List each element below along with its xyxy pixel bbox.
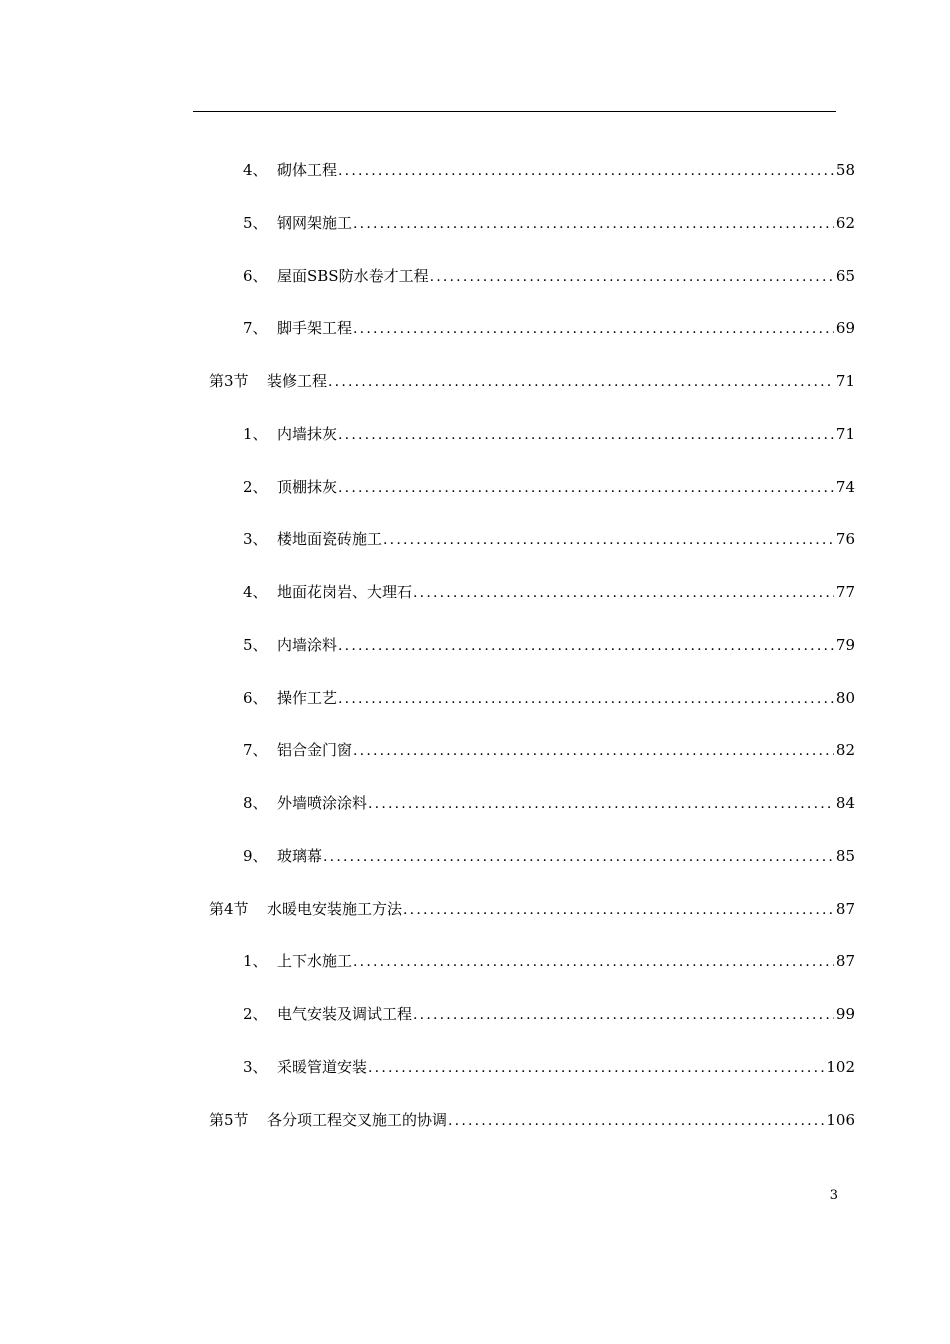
toc-entry-number: 7、 xyxy=(243,319,268,337)
toc-entry[interactable] xyxy=(243,1002,855,1026)
toc-entry-page: 69 xyxy=(835,319,855,337)
toc-dot-leader xyxy=(323,845,834,869)
toc-entry-title: 内墙抹灰 xyxy=(277,425,338,443)
toc-entry[interactable] xyxy=(243,211,855,235)
toc-entry-page: 77 xyxy=(835,583,855,601)
toc-entry-number: 5、 xyxy=(243,214,268,232)
toc-section-entry[interactable] xyxy=(209,1108,855,1132)
toc-dot-leader xyxy=(430,265,834,289)
toc-section-title: 水暖电安装施工方法 xyxy=(267,900,403,918)
toc-entry-page: 62 xyxy=(835,214,855,232)
toc-entry-number: 7、 xyxy=(243,741,268,759)
toc-entry-title: 顶棚抹灰 xyxy=(277,478,338,496)
toc-dot-leader xyxy=(353,212,834,236)
toc-entry-number: 2、 xyxy=(243,478,268,496)
toc-entry[interactable] xyxy=(243,949,855,973)
toc-dot-leader xyxy=(353,950,834,974)
toc-entry-page: 74 xyxy=(835,478,855,496)
toc-entry-number: 3、 xyxy=(243,530,268,548)
toc-entry-title: 操作工艺 xyxy=(277,689,338,707)
toc-entry-title: 地面花岗岩、大理石 xyxy=(277,583,413,601)
toc-entry-title: 外墙喷涂涂料 xyxy=(277,794,368,812)
toc-entry-title: 砌体工程 xyxy=(277,161,338,179)
toc-entry-page: 80 xyxy=(835,689,855,707)
toc-entry-number: 2、 xyxy=(243,1005,268,1023)
toc-entry[interactable] xyxy=(243,844,855,868)
toc-entry-number: 4、 xyxy=(243,161,268,179)
toc-entry[interactable] xyxy=(243,422,855,446)
toc-entry-page: 102 xyxy=(826,1058,855,1076)
toc-entry-page: 106 xyxy=(826,1111,855,1129)
page-number: 3 xyxy=(829,1188,838,1203)
toc-section-number: 第4节 xyxy=(209,900,249,918)
toc-section-number: 第5节 xyxy=(209,1111,249,1129)
toc-entry[interactable] xyxy=(243,475,855,499)
toc-entry-number: 8、 xyxy=(243,794,268,812)
toc-dot-leader xyxy=(383,528,834,552)
toc-dot-leader xyxy=(403,898,834,922)
toc-entry[interactable] xyxy=(243,791,855,815)
toc-section-title: 装修工程 xyxy=(267,372,328,390)
toc-entry[interactable] xyxy=(243,1055,855,1079)
toc-entry[interactable] xyxy=(243,158,855,182)
toc-dot-leader xyxy=(368,1056,824,1080)
toc-entry-title: 内墙涂料 xyxy=(277,636,338,654)
toc-entry-number: 1、 xyxy=(243,952,268,970)
toc-entry-number: 5、 xyxy=(243,636,268,654)
toc-entry[interactable] xyxy=(243,580,855,604)
toc-entry-page: 85 xyxy=(835,847,855,865)
toc-entry-page: 87 xyxy=(835,952,855,970)
toc-dot-leader xyxy=(338,687,834,711)
toc-entry-page: 65 xyxy=(835,267,855,285)
toc-section-entry[interactable] xyxy=(209,897,855,921)
toc-dot-leader xyxy=(448,1109,824,1133)
header-rule xyxy=(193,111,836,112)
toc-entry-page: 99 xyxy=(835,1005,855,1023)
toc-entry[interactable] xyxy=(243,264,855,288)
toc-entry-page: 84 xyxy=(835,794,855,812)
toc-entry-title: 钢网架施工 xyxy=(277,214,353,232)
toc-entry[interactable] xyxy=(243,738,855,762)
toc-entry-title: 楼地面瓷砖施工 xyxy=(277,530,383,548)
toc-dot-leader xyxy=(338,634,834,658)
toc-entry-title: 玻璃幕 xyxy=(277,847,323,865)
toc-entry-title: 采暖管道安装 xyxy=(277,1058,368,1076)
toc-entry-title: 电气安装及调试工程 xyxy=(277,1005,413,1023)
toc-entry-page: 71 xyxy=(835,425,855,443)
toc-entry-number: 4、 xyxy=(243,583,268,601)
toc-dot-leader xyxy=(338,159,834,183)
toc-entry-page: 87 xyxy=(835,900,855,918)
toc-entry-title: 铝合金门窗 xyxy=(277,741,353,759)
toc-entry-number: 6、 xyxy=(243,267,268,285)
toc-dot-leader xyxy=(368,792,834,816)
toc-entry-page: 82 xyxy=(835,741,855,759)
toc-entry-page: 79 xyxy=(835,636,855,654)
toc-section-entry[interactable] xyxy=(209,369,855,393)
toc-dot-leader xyxy=(328,370,834,394)
toc-entry-title: 屋面SBS防水卷才工程 xyxy=(277,267,429,285)
toc-entry-title: 上下水施工 xyxy=(277,952,353,970)
toc-entry[interactable] xyxy=(243,527,855,551)
toc-dot-leader xyxy=(353,317,834,341)
toc-entry-page: 76 xyxy=(835,530,855,548)
toc-section-number: 第3节 xyxy=(209,372,249,390)
toc-entry-number: 6、 xyxy=(243,689,268,707)
toc-entry-page: 58 xyxy=(835,161,855,179)
toc-dot-leader xyxy=(338,423,834,447)
toc-dot-leader xyxy=(353,739,834,763)
toc-section-title: 各分项工程交叉施工的协调 xyxy=(267,1111,448,1129)
toc-entry-page: 71 xyxy=(835,372,855,390)
toc-entry-number: 1、 xyxy=(243,425,268,443)
toc-entry-title: 脚手架工程 xyxy=(277,319,353,337)
toc-dot-leader xyxy=(338,476,834,500)
toc-dot-leader xyxy=(413,581,834,605)
toc-entry[interactable] xyxy=(243,686,855,710)
toc-entry-number: 3、 xyxy=(243,1058,268,1076)
toc-entry[interactable] xyxy=(243,633,855,657)
toc-entry[interactable] xyxy=(243,316,855,340)
toc-dot-leader xyxy=(413,1003,834,1027)
toc-entry-number: 9、 xyxy=(243,847,268,865)
